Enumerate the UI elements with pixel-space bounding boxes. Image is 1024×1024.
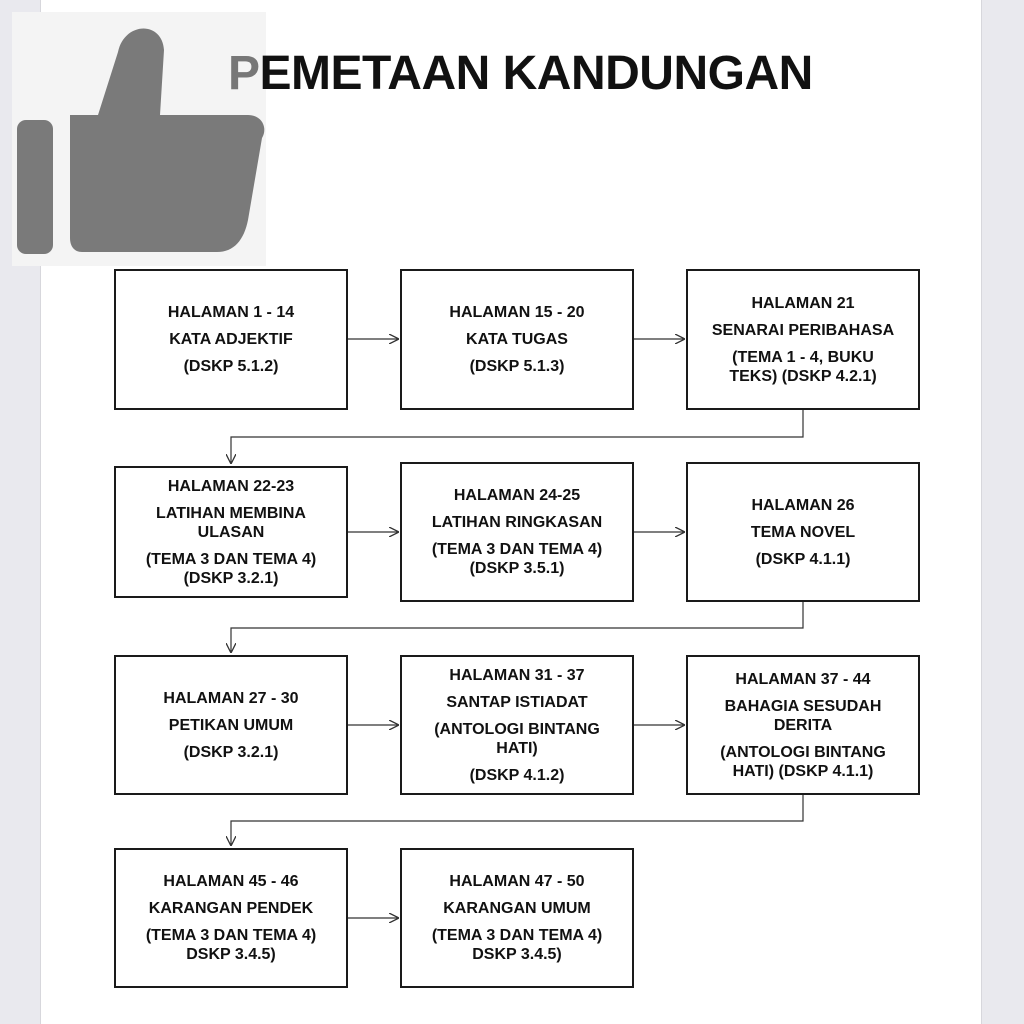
box-line: (TEMA 3 DAN TEMA 4) DSKP 3.4.5) [145, 927, 317, 963]
box-line: (ANTOLOGI BINTANG HATI) [434, 720, 600, 757]
box-line: KARANGAN PENDEK [148, 900, 314, 917]
box-line: HALAMAN 47 - 50 [449, 873, 585, 890]
box-line: (DSKP 4.1.1) [755, 550, 851, 568]
box-line: HALAMAN 21 [751, 294, 855, 312]
box-line: BAHAGIA SESUDAH DERITA [724, 697, 882, 734]
box-line: (DSKP 5.1.3) [469, 358, 565, 375]
box-line: LATIHAN MEMBINA ULASAN [156, 504, 306, 541]
box-line: HALAMAN 27 - 30 [163, 689, 299, 707]
arrow-connector [231, 602, 803, 652]
box-halaman-45-46 [114, 848, 348, 988]
box-line: HALAMAN 26 [751, 496, 855, 514]
box-line: (DSKP 5.1.2) [183, 358, 279, 375]
box-line: HALAMAN 24-25 [453, 487, 581, 504]
page-title: PEMETAAN KANDUNGAN [228, 47, 813, 100]
box-line: HALAMAN 15 - 20 [449, 304, 585, 321]
box-line: (ANTOLOGI BINTANG HATI) (DSKP 4.1.1) [720, 743, 886, 780]
box-line: (DSKP 3.2.1) [183, 743, 279, 761]
box-halaman-21 [686, 269, 920, 410]
box-line: (TEMA 1 - 4, BUKU TEKS) (DSKP 4.2.1) [729, 348, 877, 385]
box-line: HALAMAN 1 - 14 [167, 304, 295, 321]
box-line: PETIKAN UMUM [168, 716, 294, 734]
box-line: TEMA NOVEL [750, 523, 856, 541]
box-halaman-37-44 [686, 655, 920, 795]
box-line: HALAMAN 37 - 44 [735, 670, 871, 688]
box-halaman-31-37 [400, 655, 634, 795]
box-line: HALAMAN 22-23 [167, 477, 295, 495]
box-halaman-1-14 [114, 269, 348, 410]
box-line: (TEMA 3 DAN TEMA 4) (DSKP 3.2.1) [145, 550, 317, 587]
box-line: SENARAI PERIBAHASA [711, 321, 895, 339]
box-line: KATA ADJEKTIF [169, 331, 293, 348]
box-halaman-27-30 [114, 655, 348, 795]
box-halaman-22-23 [114, 466, 348, 598]
box-line: KATA TUGAS [466, 331, 568, 348]
box-line: HALAMAN 45 - 46 [163, 873, 299, 890]
box-line: (TEMA 3 DAN TEMA 4) DSKP 3.4.5) [431, 927, 603, 963]
box-line: LATIHAN RINGKASAN [431, 514, 603, 531]
arrow-connector [231, 795, 803, 845]
box-line: (TEMA 3 DAN TEMA 4) (DSKP 3.5.1) [431, 541, 603, 577]
box-halaman-26 [686, 462, 920, 602]
box-halaman-24-25 [400, 462, 634, 602]
box-line: HALAMAN 31 - 37 [449, 666, 585, 684]
box-line: KARANGAN UMUM [443, 900, 591, 917]
box-line: SANTAP ISTIADAT [446, 693, 588, 711]
arrow-connector [231, 410, 803, 463]
box-halaman-47-50 [400, 848, 634, 988]
box-halaman-15-20 [400, 269, 634, 410]
box-line: (DSKP 4.1.2) [469, 766, 565, 784]
